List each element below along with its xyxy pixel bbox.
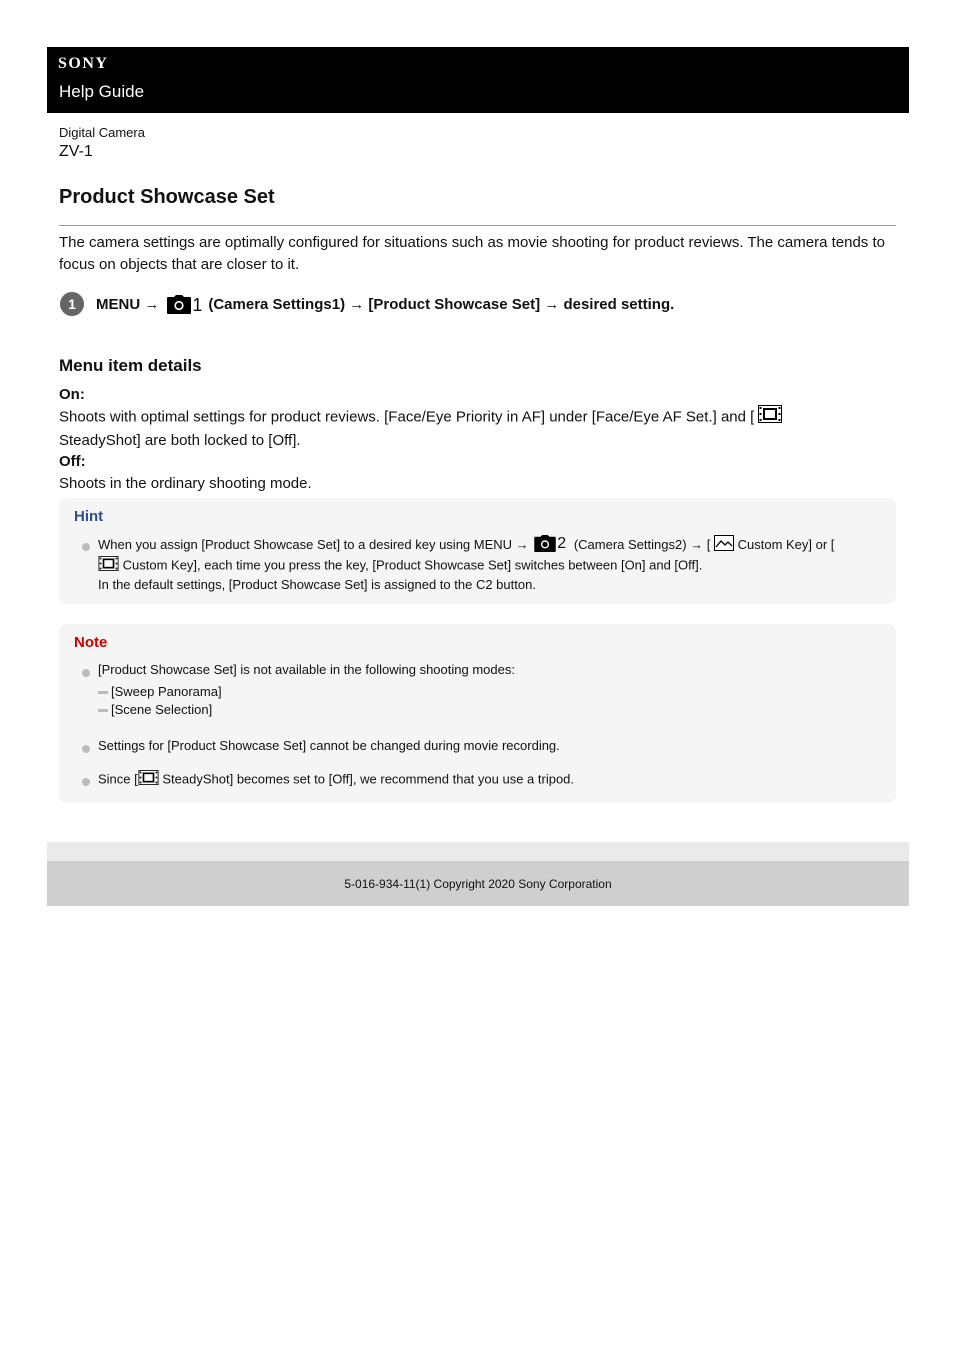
hint-text	[98, 535, 888, 594]
note-sub-item-2-text: [Scene Selection]	[111, 702, 213, 717]
hint-box	[59, 498, 896, 604]
step-number-badge: 1	[60, 292, 84, 316]
camera-settings-digit: 1	[192, 294, 203, 315]
note-sub-item-1-text: [Sweep Panorama]	[111, 684, 222, 699]
site-footer	[47, 861, 909, 906]
movie-icon	[758, 405, 782, 430]
step-rest-text: (Camera Settings1) → [Product Showcase Set] → desired setting.	[208, 295, 675, 313]
help-guide-label: Help Guide	[59, 82, 145, 101]
hint-text-e: In the default settings, [Product Showcase Set] is assigned to the C2 button.	[98, 577, 536, 593]
hint-text-c: Custom Key] or [	[737, 537, 835, 552]
hint-heading: Hint	[74, 508, 104, 525]
camera-settings2-digit: 2	[557, 535, 567, 552]
step-menu-label: MENU →	[96, 295, 160, 313]
footer-spacer	[47, 842, 909, 861]
product-model: ZV-1	[59, 143, 93, 160]
copyright-text: 5-016-934-11(1) Copyright 2020 Sony Corporation	[344, 876, 612, 891]
note-bullet-1	[82, 669, 90, 677]
off-label: Off:	[59, 453, 86, 470]
intro-text: The camera settings are optimally configured for situations such as movie shooting for product reviews. The camera tends to focus on objects that are closer to it.	[59, 234, 885, 273]
off-description: Shoots in the ordinary shooting mode.	[59, 475, 312, 492]
on-desc-part-b: SteadyShot] are both locked to [Off].	[59, 432, 301, 449]
on-description	[59, 405, 859, 452]
hint-text-b: (Camera Settings2) → [	[573, 537, 711, 552]
note-item-3	[98, 770, 888, 790]
menu-item-details-heading: Menu item details	[59, 356, 202, 375]
hint-text-d: Custom Key], each time you press the key, [Product Showcase Set] switches between [On] and [Off].	[122, 557, 703, 573]
note-box	[59, 624, 896, 803]
note-bullet-2	[82, 745, 90, 753]
hint-bullet	[82, 543, 90, 551]
note-sub-item-2	[98, 702, 212, 717]
movie-icon	[138, 770, 159, 790]
note-item-3-b: SteadyShot] becomes set to [Off], we recommend that you use a tripod.	[162, 771, 575, 787]
step-1	[60, 291, 674, 317]
sony-logo: SONY	[58, 55, 109, 72]
dash-marker	[98, 709, 108, 712]
on-desc-part-a: Shoots with optimal settings for product reviews. [Face/Eye Priority in AF] under [Face/Eye AF Set.] and [	[59, 408, 755, 426]
product-category: Digital Camera	[59, 125, 145, 140]
page-title: Product Showcase Set	[59, 186, 275, 208]
camera-settings2-icon	[534, 535, 566, 552]
title-divider	[59, 225, 896, 226]
on-label: On:	[59, 386, 85, 403]
movie-icon	[98, 556, 119, 576]
note-bullet-3	[82, 778, 90, 786]
site-header	[47, 47, 909, 113]
note-sub-item-1	[98, 684, 222, 699]
note-heading: Note	[74, 634, 108, 651]
note-item-3-a: Since [	[98, 771, 138, 787]
note-item-2: Settings for [Product Showcase Set] cannot be changed during movie recording.	[98, 738, 560, 753]
still-image-icon	[714, 535, 734, 556]
note-item-1: [Product Showcase Set] is not available in the following shooting modes:	[98, 662, 515, 677]
camera-settings1-icon	[167, 295, 202, 314]
dash-marker	[98, 691, 108, 694]
hint-text-a: When you assign [Product Showcase Set] to a desired key using MENU →	[98, 537, 529, 552]
